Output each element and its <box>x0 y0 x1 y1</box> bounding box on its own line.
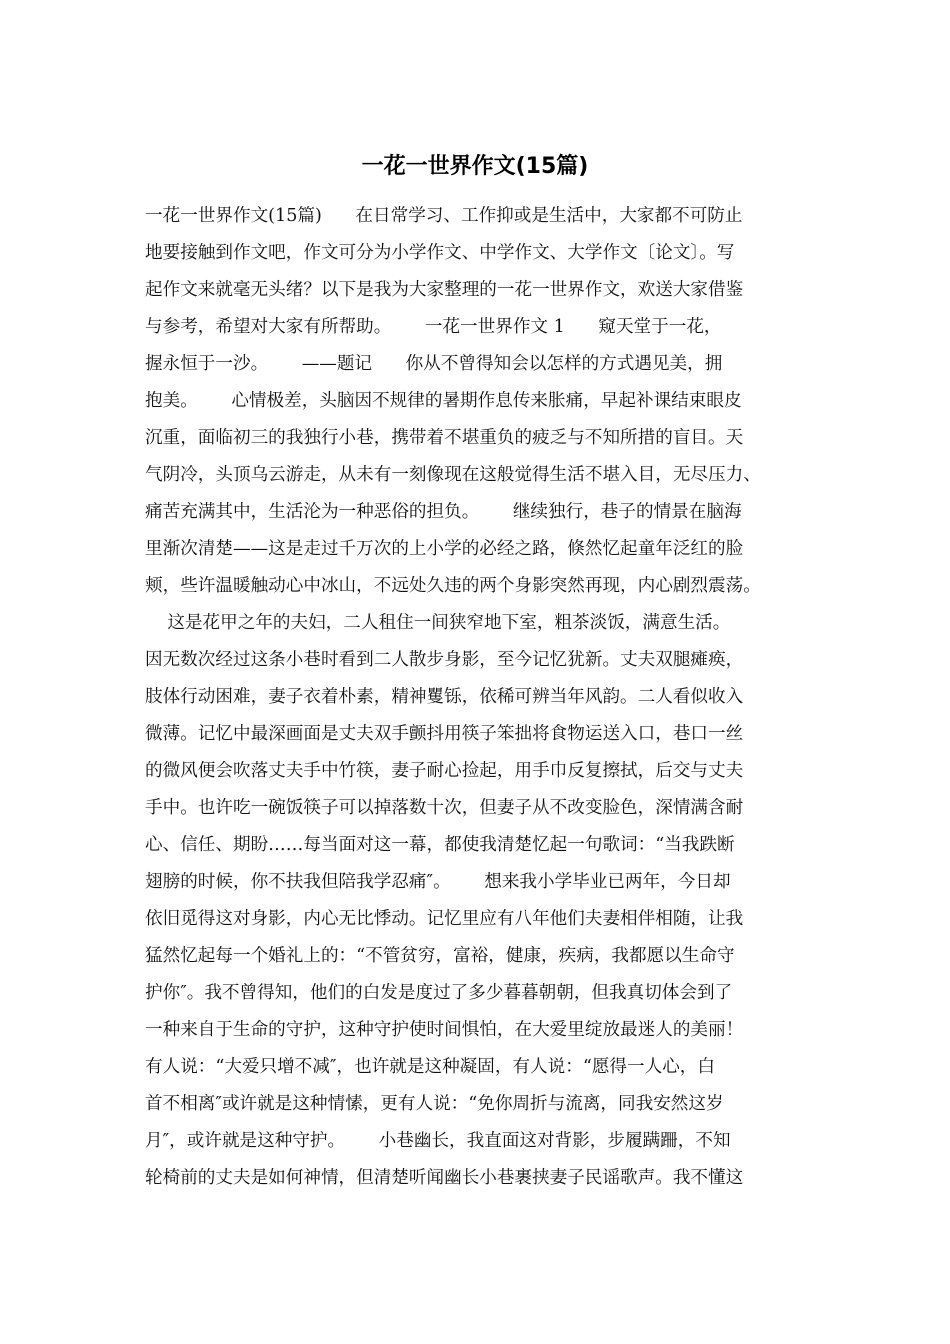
text-line: 手中。也许吃一碗饭筷子可以掉落数十次，但妻子从不改变脸色，深情满含耐 <box>145 798 744 818</box>
document-title: 一花一世界作文(15篇) <box>361 154 589 179</box>
text-line: 里渐次清楚——这是走过千万次的上小学的必经之路，倏然忆起童年泛红的脸 <box>145 539 744 559</box>
text-line: 一花一世界作文(15篇) 在日常学习、工作抑或是生活中，大家都不可防止 <box>145 206 743 226</box>
text-line: 首不相离″或许就是这种情愫，更有人说：“免你周折与流离，同我安然这岁 <box>145 1094 724 1114</box>
document-body <box>145 198 815 1197</box>
text-line: 一种来自于生命的守护，这种守护使时间惧怕，在大爱里绽放最迷人的美丽！ <box>145 1020 744 1040</box>
text-line: 猛然忆起每一个婚礼上的：“不管贫穷，富裕，健康，疾病，我都愿以生命守 <box>145 946 735 966</box>
text-line: 轮椅前的丈夫是如何神情，但清楚听闻幽长小巷裹挟妻子民谣歌声。我不懂这 <box>145 1168 744 1188</box>
text-line: 护你″。我不曾得知，他们的白发是度过了多少暮暮朝朝，但我真切体会到了 <box>145 983 733 1003</box>
text-line: 握永恒于一沙。 ——题记 你从不曾得知会以怎样的方式遇见美，拥 <box>145 354 723 374</box>
text-line: 有人说：“大爱只增不减″，也许就是这种凝固，有人说：“愿得一人心，白 <box>145 1057 715 1077</box>
text-line: 气阴冷，头顶乌云游走，从未有一刻像现在这般觉得生活不堪入目，无尽压力、 <box>145 465 761 485</box>
text-line: 依旧觅得这对身影，内心无比悸动。记忆里应有八年他们夫妻相伴相随，让我 <box>145 909 744 929</box>
text-line: 月″，或许就是这种守护。 小巷幽长，我直面这对背影，步履蹒跚，不知 <box>145 1131 731 1151</box>
text-line: 地要接触到作文吧，作文可分为小学作文、中学作文、大学作文〔论文〕。写 <box>145 243 735 263</box>
text-line: 心、信任、期盼……每当面对这一幕，都使我清楚忆起一句歌词：“当我跌断 <box>145 835 735 855</box>
text-line: 颊，些许温暖触动心中冰山，不远处久违的两个身影突然再现，内心剧烈震荡。 <box>145 576 761 596</box>
text-line: 痛苦充满其中，生活沦为一种恶俗的担负。 继续独行，巷子的情景在脑海 <box>145 502 742 522</box>
text-line: 的微风便会吹落丈夫手中竹筷，妻子耐心捡起，用手巾反复擦拭，后交与丈夫 <box>145 761 744 781</box>
text-line: 沉重，面临初三的我独行小巷，携带着不堪重负的疲乏与不知所措的盲目。天 <box>145 428 744 448</box>
text-line: 因无数次经过这条小巷时看到二人散步身影，至今记忆犹新。丈夫双腿瘫痪， <box>145 650 744 670</box>
text-line: 翅膀的时候，你不扶我但陪我学忍痛″。 想来我小学毕业已两年，今日却 <box>145 872 731 892</box>
text-line: 起作文来就毫无头绪？以下是我为大家整理的一花一世界作文，欢送大家借鉴 <box>145 280 744 300</box>
text-line: 与参考，希望对大家有所帮助。 一花一世界作文 1 窥天堂于一花， <box>145 317 722 337</box>
text-line: 抱美。 心情极差，头脑因不规律的暑期作息传来胀痛，早起补课结束眼皮 <box>145 391 742 411</box>
text-line: 肢体行动困难，妻子衣着朴素，精神矍铄，依稀可辨当年风韵。二人看似收入 <box>145 687 744 707</box>
text-line: 微薄。记忆中最深画面是丈夫双手颤抖用筷子笨拙将食物运送入口，巷口一丝 <box>145 724 744 744</box>
text-line: 这是花甲之年的夫妇，二人租住一间狭窄地下室，粗茶淡饭，满意生活。 <box>145 613 731 633</box>
